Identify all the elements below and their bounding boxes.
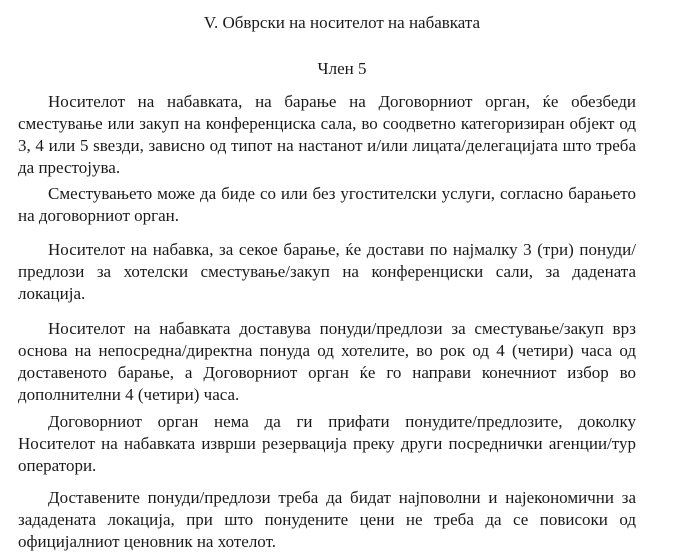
article-title: Член 5 (317, 59, 367, 78)
paragraph-offer-deadline: Носителот на набавката доставува понуди/предлози за сместување/закуп врз основа на непосредна/директна понуда од хотелите, во рок од 4 (четири) часа од доставеното барање, а Договорниот орган ќе го направи конечниот избор во дополнителни 4 (четири) часа. (18, 319, 636, 404)
paragraph-offers-count: Носителот на набавка, за секое барање, ќе достави по најмалку 3 (три) понуди/предлози за хотелски сместување/закуп на конференциски сали, за дадената локација. (18, 240, 636, 303)
paragraph-pricing-requirement: Доставените понуди/предлози треба да бидат најповолни и најекономични за зададената локација, при што понудените цени не треба да се повисоки од официјалниот ценовник на хотелот. (18, 488, 636, 551)
paragraph-agency-restriction: Договорниот орган нема да ги прифати понудите/предлозите, доколку Носителот на набавката изврши резервација преку други посреднички агенции/тур оператори. (18, 412, 636, 475)
section-title: V. Обврски на носителот на набавката (203, 13, 481, 32)
paragraph-catering-services: Сместувањето може да биде со или без угостителски услуги, согласно барањето на договорниот орган. (18, 184, 636, 225)
paragraph-accommodation-obligation: Носителот на набавката, на барање на Договорниот орган, ќе обезбеди сместување или закуп на конференциска сала, во соодветно категоризиран објект од 3, 4 или 5 ѕвезди, зависно од типот на настанот и/или лицата/делегацијата што треба да престојува. (18, 92, 636, 177)
